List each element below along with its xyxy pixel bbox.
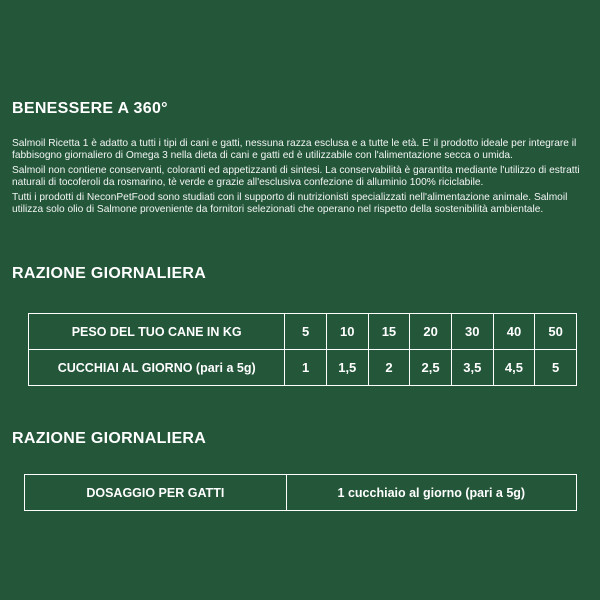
dog-dosage-table bbox=[28, 313, 577, 386]
weight-cell: 50 bbox=[535, 314, 577, 350]
section-title-razione-cani: RAZIONE GIORNALIERA bbox=[12, 265, 207, 282]
spoons-cell: 1 bbox=[285, 350, 327, 386]
spoons-cell: 4,5 bbox=[493, 350, 535, 386]
spoons-header-cell: CUCCHIAI AL GIORNO (pari a 5g) bbox=[29, 350, 285, 386]
cat-dosage-label-cell: DOSAGGIO PER GATTI bbox=[25, 475, 287, 511]
spoons-cell: 1,5 bbox=[326, 350, 368, 386]
table-row bbox=[29, 314, 577, 350]
weight-cell: 5 bbox=[285, 314, 327, 350]
cat-dosage-value-cell: 1 cucchiaio al giorno (pari a 5g) bbox=[286, 475, 576, 511]
weight-cell: 15 bbox=[368, 314, 410, 350]
spoons-cell: 3,5 bbox=[451, 350, 493, 386]
intro-paragraph: Tutti i prodotti di NeconPetFood sono studiati con il supporto di nutrizionisti specializzati nell'alimentazione animale. Salmoil utilizza solo olio di Salmone proveniente da fornitori selezionati che operano nel rispetto della sostenibilità ambientale. bbox=[12, 192, 568, 215]
intro-text bbox=[12, 138, 588, 220]
intro-paragraph: Salmoil Ricetta 1 è adatto a tutti i tipi di cani e gatti, nessuna razza esclusa e a tutte le età. E' il prodotto ideale per integrare il fabbisogno giornaliero di Omega 3 nella dieta di cani e gatti ed è utilizzabile con l'alimentazione secca o umida. bbox=[12, 138, 577, 161]
section-title-benessere: BENESSERE A 360° bbox=[12, 100, 168, 117]
intro-paragraph: Salmoil non contiene conservanti, coloranti ed appetizzanti di sintesi. La conservabilità è garantita mediante l'utilizzo di estratti naturali di tocoferoli da rosmarino, tè verde e grazie all'esclusiva confezione di alluminio 100% riciclabile. bbox=[12, 165, 580, 188]
spoons-cell: 5 bbox=[535, 350, 577, 386]
spoons-cell: 2,5 bbox=[410, 350, 452, 386]
table-row bbox=[29, 350, 577, 386]
section-title-razione-gatti: RAZIONE GIORNALIERA bbox=[12, 430, 207, 447]
weight-cell: 40 bbox=[493, 314, 535, 350]
spoons-cell: 2 bbox=[368, 350, 410, 386]
weight-header-cell: PESO DEL TUO CANE IN KG bbox=[29, 314, 285, 350]
cat-dosage-table bbox=[24, 474, 577, 511]
weight-cell: 20 bbox=[410, 314, 452, 350]
table-row bbox=[25, 475, 577, 511]
weight-cell: 10 bbox=[326, 314, 368, 350]
weight-cell: 30 bbox=[451, 314, 493, 350]
